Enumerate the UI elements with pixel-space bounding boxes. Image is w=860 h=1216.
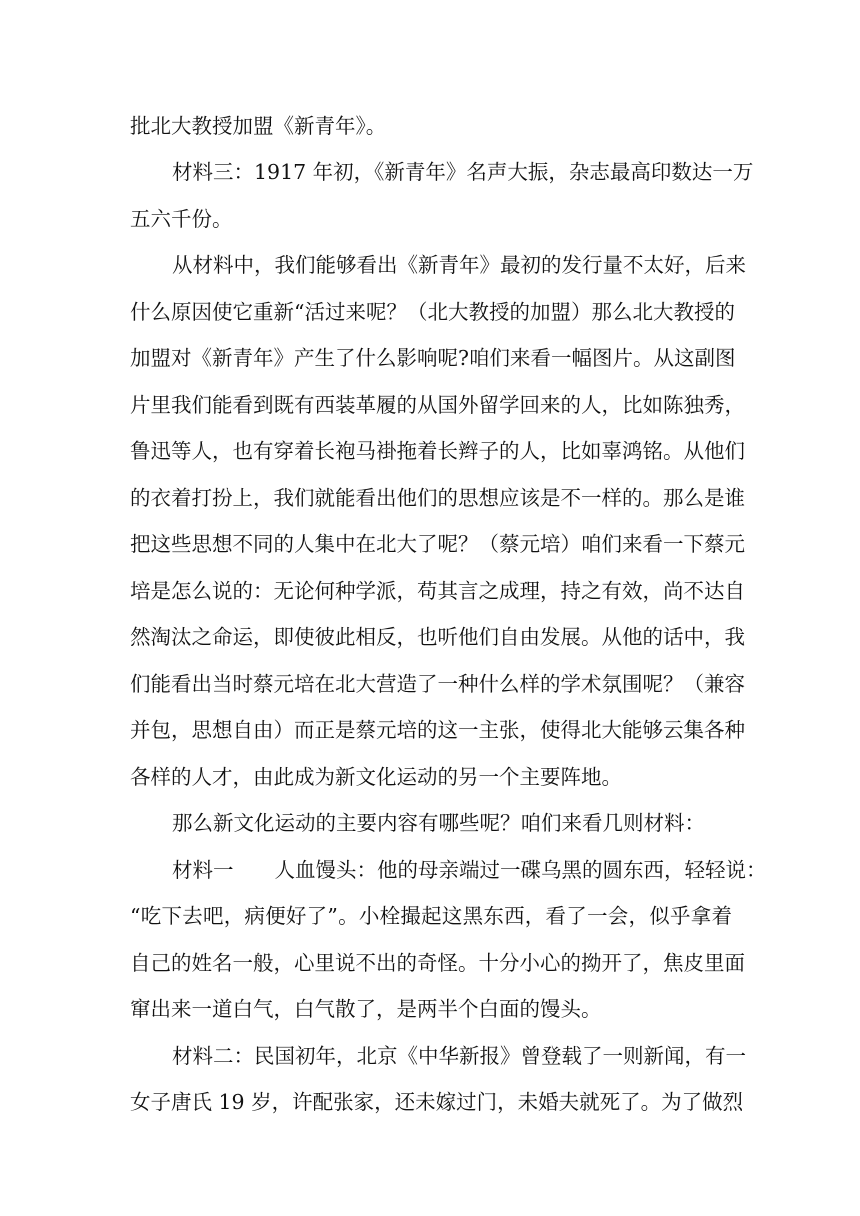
text-line: 并包，思想自由）而正是蔡元培的这一主张，使得北大能够云集各种 — [130, 718, 745, 742]
text-line: 女子唐氏 19 岁，许配张家，还未嫁过门，未婚夫就死了。为了做烈 — [130, 1090, 744, 1114]
text-line: 材料三：1917 年初，《新青年》名声大振，杂志最高印数达一万 — [172, 160, 754, 184]
text-line: 培是怎么说的：无论何种学派，苟其言之成理，持之有效，尚不达自 — [130, 579, 745, 603]
text-line: 五六千份。 — [130, 207, 233, 231]
text-line: 批北大教授加盟《新青年》。 — [130, 114, 387, 138]
text-line: 那么新文化运动的主要内容有哪些呢？咱们来看几则材料： — [172, 811, 705, 835]
text-line: 材料一 人血馒头：他的母亲端过一碟乌黑的圆东西，轻轻说： — [172, 858, 767, 882]
text-line: 片里我们能看到既有西装革履的从国外留学回来的人，比如陈独秀， — [130, 393, 745, 417]
text-line: 从材料中，我们能够看出《新青年》最初的发行量不太好，后来 — [172, 253, 746, 277]
text-line: 自己的姓名一般，心里说不出的奇怪。十分小心的拗开了，焦皮里面 — [130, 951, 745, 975]
text-line: 材料二：民国初年，北京《中华新报》曾登载了一则新闻，有一 — [172, 1044, 746, 1068]
text-line: 什么原因使它重新“活过来呢？（北大教授的加盟）那么北大教授的 — [130, 300, 735, 324]
text-line: 各样的人才，由此成为新文化运动的另一个主要阵地。 — [130, 765, 622, 789]
text-line: 加盟对《新青年》产生了什么影响呢?咱们来看一幅图片。从这副图 — [130, 346, 736, 370]
text-line: 然淘汰之命运，即使彼此相反，也听他们自由发展。从他的话中，我 — [130, 625, 745, 649]
text-line: 窜出来一道白气，白气散了，是两半个白面的馒头。 — [130, 997, 602, 1021]
text-line: 们能看出当时蔡元培在北大营造了一种什么样的学术氛围呢？（兼容 — [130, 672, 745, 696]
text-line: 把这些思想不同的人集中在北大了呢？（蔡元培）咱们来看一下蔡元 — [130, 532, 745, 556]
text-line: 的衣着打扮上，我们就能看出他们的思想应该是不一样的。那么是谁 — [130, 486, 745, 510]
text-line: 鲁迅等人，也有穿着长袍马褂拖着长辫子的人，比如辜鸿铭。从他们 — [130, 439, 745, 463]
text-line: “吃下去吧，病便好了”。小栓撮起这黑东西，看了一会，似乎拿着 — [130, 904, 732, 928]
